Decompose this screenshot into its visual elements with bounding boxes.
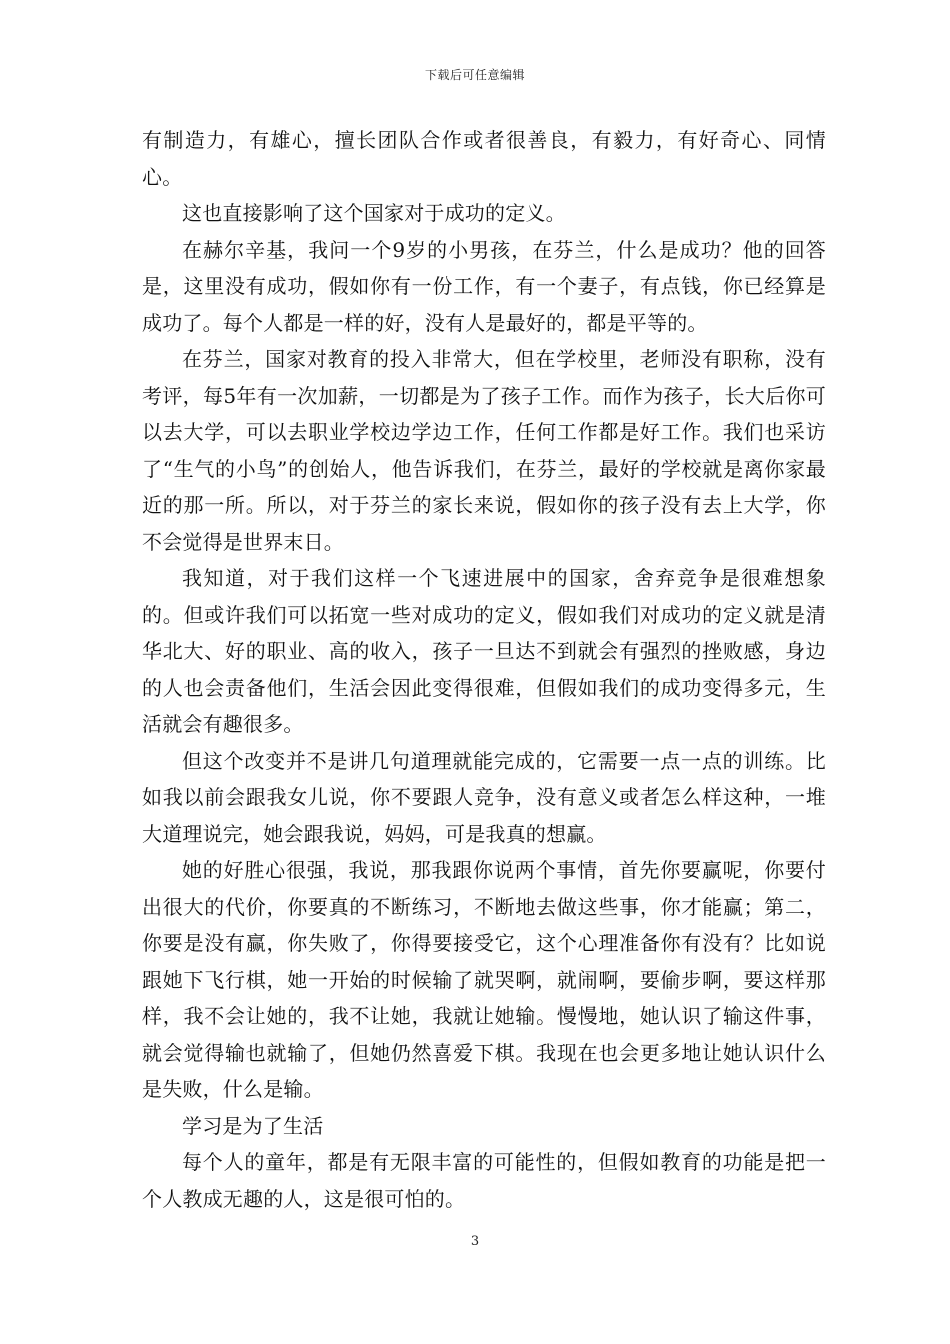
document-body [142, 122, 826, 1217]
paragraph: 在芬兰，国家对教育的投入非常大，但在学校里，老师没有职称，没有考评，每5年有一次加薪，一切都是为了孩子工作。而作为孩子，长大后你可以去大学，可以去职业学校边学边工作，任何工作都是好工作。我们也采访了“生气的小鸟”的创始人，他告诉我们，在芬兰，最好的学校就是离你家最近的那一所。所以，对于芬兰的家长来说，假如你的孩子没有去上大学，你不会觉得是世界末日。 [142, 347, 826, 554]
paragraph: 在赫尔辛基，我问一个9岁的小男孩，在芬兰，什么是成功？他的回答是，这里没有成功，假如你有一份工作，有一个妻子，有点钱，你已经算是成功了。每个人都是一样的好，没有人是最好的，都是平等的。 [142, 237, 826, 335]
paragraph: 我知道，对于我们这样一个飞速进展中的国家，舍弃竞争是很难想象的。但或许我们可以拓宽一些对成功的定义，假如我们对成功的定义就是清华北大、好的职业、高的收入，孩子一旦达不到就会有强烈的挫败感，身边的人也会责备他们，生活会因此变得很难，但假如我们的成功变得多元，生活就会有趣很多。 [142, 566, 826, 736]
paragraph: 每个人的童年，都是有无限丰富的可能性的，但假如教育的功能是把一个人教成无趣的人，这是很可怕的。 [142, 1150, 826, 1211]
paragraph: 有制造力，有雄心，擅长团队合作或者很善良，有毅力，有好奇心、同情心。 [142, 128, 826, 189]
paragraph: 但这个改变并不是讲几句道理就能完成的，它需要一点一点的训练。比如我以前会跟我女儿说，你不要跟人竞争，没有意义或者怎么样这种，一堆大道理说完，她会跟我说，妈妈，可是我真的想赢。 [142, 748, 826, 846]
page-header: 下载后可任意编辑 [424, 68, 525, 82]
page-number: 3 [470, 1234, 480, 1249]
paragraph: 她的好胜心很强，我说，那我跟你说两个事情，首先你要赢呢，你要付出很大的代价，你要真的不断练习，不断地去做这些事，你才能赢；第二，你要是没有赢，你失败了，你得要接受它，这个心理准备你有没有？比如说跟她下飞行棋，她一开始的时候输了就哭啊，就闹啊，要偷步啊，要这样那样，我不会让她的，我不让她，我就让她输。慢慢地，她认识了输这件事，就会觉得输也就输了，但她仍然喜爱下棋。我现在也会更多地让她认识什么是失败，什么是输。 [142, 858, 826, 1101]
paragraph: 这也直接影响了这个国家对于成功的定义。 [182, 201, 566, 225]
section-heading: 学习是为了生活 [182, 1113, 324, 1138]
